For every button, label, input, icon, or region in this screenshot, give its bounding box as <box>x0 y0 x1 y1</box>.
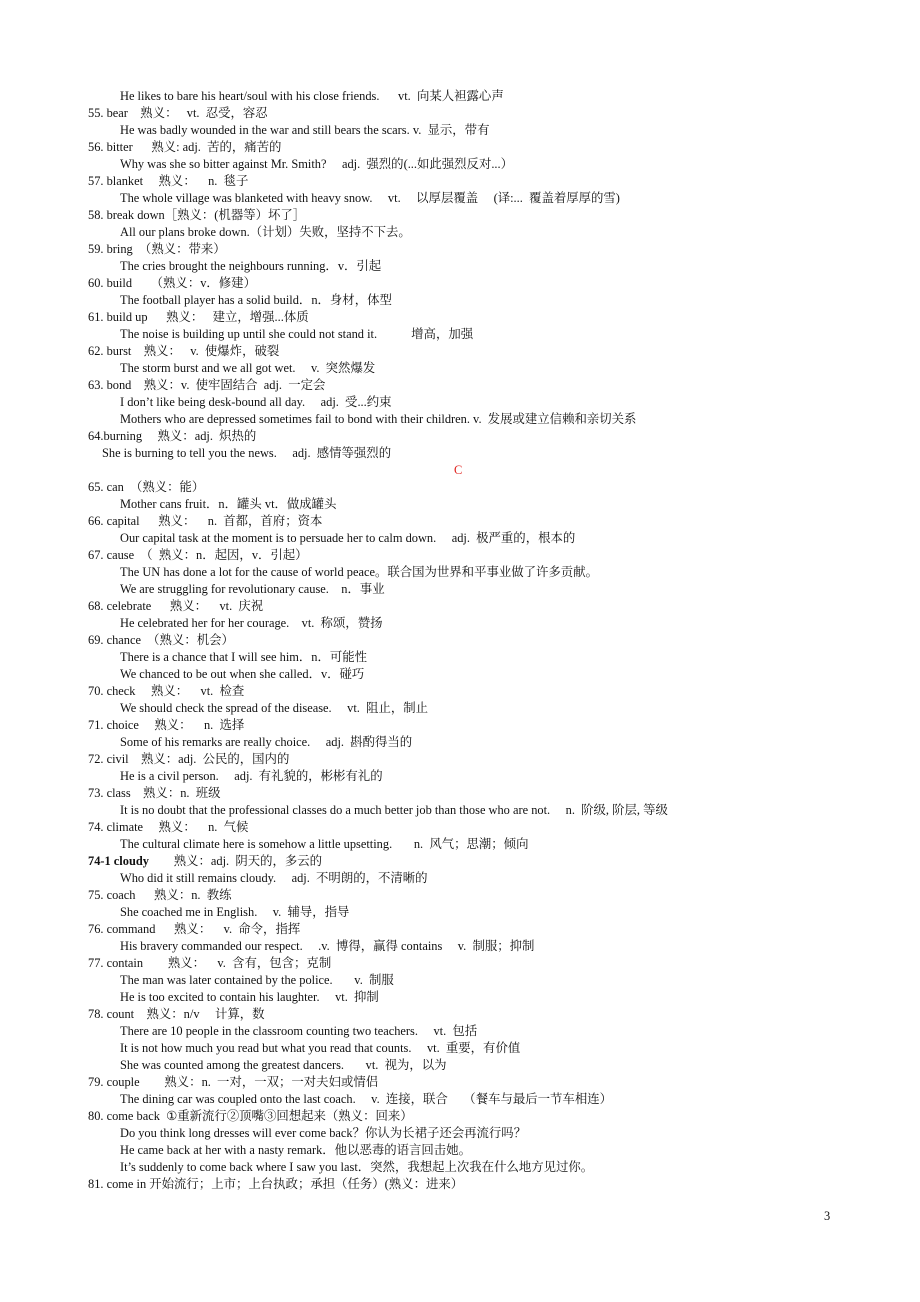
entry-heading: 75. coach 熟义：n. 教练 <box>88 888 232 902</box>
entry-heading: 66. capital 熟义： n. 首都，首府；资本 <box>88 514 323 528</box>
example-sentence: Do you think long dresses will ever come back？你认为长裙子还会再流行吗？ <box>120 1126 527 1140</box>
entry-heading: 58. break down［熟义：(机器等）坏了］ <box>88 208 306 222</box>
example-sentence: There are 10 people in the classroom counting two teachers. vt. 包括 <box>120 1024 478 1038</box>
entry-heading: 72. civil 熟义：adj. 公民的，国内的 <box>88 752 290 766</box>
example-sentence: He was badly wounded in the war and still bears the scars. v. 显示，带有 <box>120 123 490 137</box>
entry-heading: 60. build （熟义：v．修建） <box>88 276 256 290</box>
example-sentence: We are struggling for revolutionary cause. n．事业 <box>120 582 385 596</box>
entry-word: 74-1 cloudy <box>88 854 149 868</box>
entry-heading: 71. choice 熟义： n. 选择 <box>88 718 245 732</box>
entry-heading: 73. class 熟义：n. 班级 <box>88 786 221 800</box>
entry-heading: 80. come back ①重新流行②顶嘴③回想起来（熟义：回来） <box>88 1109 413 1123</box>
example-sentence: The cries brought the neighbours running．v．引起 <box>120 259 382 273</box>
example-sentence: The cultural climate here is somehow a little upsetting. n. 风气；思潮；倾向 <box>120 837 529 851</box>
example-sentence: She coached me in English. v. 辅导，指导 <box>120 905 350 919</box>
example-sentence: Our capital task at the moment is to persuade her to calm down. adj. 极严重的，根本的 <box>120 531 576 545</box>
entry-heading: 81. come in 开始流行；上市；上台执政；承担（任务）(熟义：进来） <box>88 1177 464 1191</box>
example-sentence: She was counted among the greatest dancers. vt. 视为，以为 <box>120 1058 447 1072</box>
entry-heading: 77. contain 熟义： v. 含有，包含；克制 <box>88 956 332 970</box>
entry-heading: 61. build up 熟义： 建立，增强...体质 <box>88 310 309 324</box>
entry-heading: 78. count 熟义：n/v 计算，数 <box>88 1007 265 1021</box>
entry-heading: 65. can （熟义：能） <box>88 480 205 494</box>
example-sentence: Some of his remarks are really choice. adj. 斟酌得当的 <box>120 735 413 749</box>
example-sentence: The whole village was blanketed with heavy snow. vt. 以厚层覆盖 (译:... 覆盖着厚厚的雪) <box>120 191 620 205</box>
entry-heading: 68. celebrate 熟义： vt. 庆祝 <box>88 599 264 613</box>
example-sentence: The man was later contained by the police. v. 制服 <box>120 973 394 987</box>
page-number: 3 <box>824 1209 831 1223</box>
example-sentence: The UN has done a lot for the cause of world peace。联合国为世界和平事业做了许多贡献。 <box>120 565 598 579</box>
example-sentence: All our plans broke down.（计划）失败，坚持不下去。 <box>120 225 411 239</box>
example-sentence: It is not how much you read but what you read that counts. vt. 重要，有价值 <box>120 1041 521 1055</box>
example-sentence: Mothers who are depressed sometimes fail to bond with their children. v. 发展或建立信赖和亲切关系 <box>120 412 637 426</box>
example-sentence: He is a civil person. adj. 有礼貌的，彬彬有礼的 <box>120 769 383 783</box>
entry-heading: 67. cause （ 熟义：n．起因，v．引起） <box>88 548 308 562</box>
example-sentence: The football player has a solid build．n．身材，体型 <box>120 293 392 307</box>
entry-heading: 62. burst 熟义： v. 使爆炸，破裂 <box>88 344 280 358</box>
example-sentence: There is a chance that I will see him．n．可能性 <box>120 650 368 664</box>
example-sentence: We should check the spread of the disease. vt. 阻止，制止 <box>120 701 429 715</box>
entry-heading: 76. command 熟义： v. 命令，指挥 <box>88 922 301 936</box>
vocabulary-list <box>88 88 878 1193</box>
entry-heading <box>88 853 878 870</box>
example-sentence: It is no doubt that the professional classes do a much better job than those who are not. n. 阶级, 阶层, 等级 <box>120 803 668 817</box>
example-sentence: The dining car was coupled onto the last coach. v. 连接，联合 （餐车与最后一节车相连） <box>120 1092 612 1106</box>
example-sentence: The noise is building up until she could not stand it. 增高，加强 <box>120 327 474 341</box>
example-sentence: It’s suddenly to come back where I saw you last．突然，我想起上次我在什么地方见过你。 <box>120 1160 594 1174</box>
example-sentence: He celebrated her for her courage. vt. 称颂，赞扬 <box>120 616 383 630</box>
entry-heading: 57. blanket 熟义： n. 毯子 <box>88 174 249 188</box>
example-sentence: She is burning to tell you the news. adj. 感情等强烈的 <box>102 446 392 460</box>
entry-heading: 70. check 熟义： vt. 检查 <box>88 684 245 698</box>
example-sentence: I don’t like being desk-bound all day. adj. 受...约束 <box>120 395 392 409</box>
entry-heading: 79. couple 熟义：n. 一对，一双；一对夫妇或情侣 <box>88 1075 379 1089</box>
section-heading: C <box>454 463 463 477</box>
example-sentence: Why was she so bitter against Mr. Smith? adj. 强烈的(...如此强烈反对...） <box>120 157 514 171</box>
entry-heading: 74. climate 熟义： n. 气候 <box>88 820 249 834</box>
entry-heading: 59. bring （熟义：带来） <box>88 242 226 256</box>
entry-heading: 56. bitter 熟义: adj. 苦的，痛苦的 <box>88 140 282 154</box>
example-sentence: He came back at her with a nasty remark．他以恶毒的语言回击她。 <box>120 1143 471 1157</box>
entry-heading: 69. chance （熟义：机会） <box>88 633 234 647</box>
example-sentence: His bravery commanded our respect. .v. 博得，赢得 contains v. 制服；抑制 <box>120 939 535 953</box>
example-sentence: We chanced to be out when she called．v．碰巧 <box>120 667 365 681</box>
example-sentence: The storm burst and we all got wet. v. 突然爆发 <box>120 361 376 375</box>
entry-heading: 55. bear 熟义： vt. 忍受，容忍 <box>88 106 268 120</box>
entry-meaning: 熟义：adj. 阴天的，多云的 <box>148 854 323 868</box>
entry-heading: 63. bond 熟义：v. 使牢固结合 adj. 一定会 <box>88 378 326 392</box>
entry-heading: 64.burning 熟义：adj. 炽热的 <box>88 429 257 443</box>
example-sentence: Mother cans fruit．n．罐头 vt．做成罐头 <box>120 497 337 511</box>
example-sentence: Who did it still remains cloudy. adj. 不明朗的，不清晰的 <box>120 871 428 885</box>
example-sentence: He is too excited to contain his laughter. vt. 抑制 <box>120 990 379 1004</box>
example-sentence: He likes to bare his heart/soul with his close friends. vt. 向某人袒露心声 <box>120 89 504 103</box>
